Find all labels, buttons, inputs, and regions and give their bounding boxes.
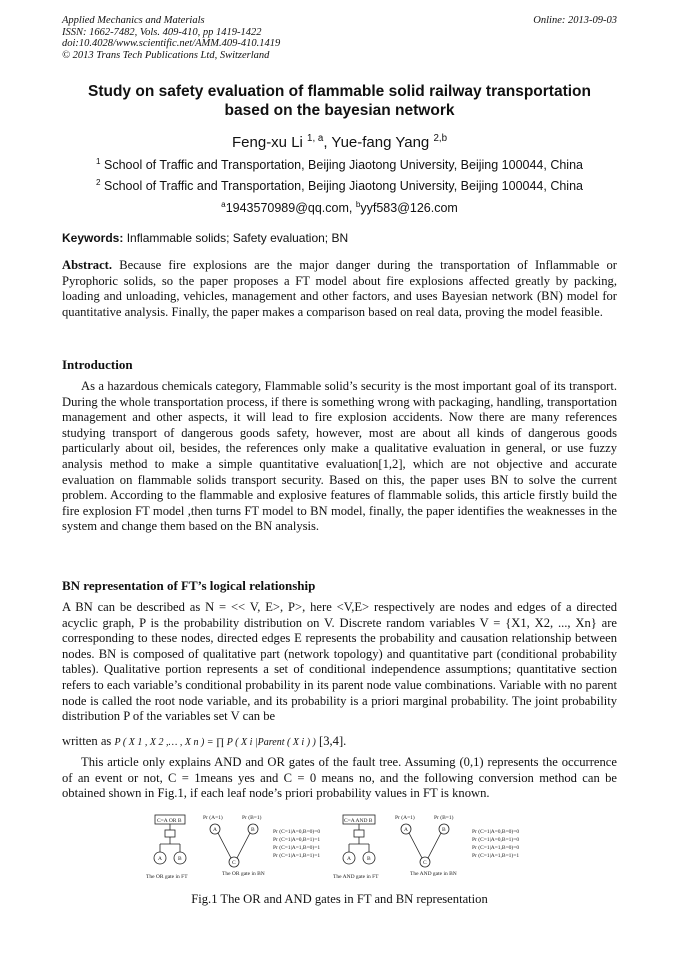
and-bn-edge <box>428 833 441 858</box>
or-pr-a-label: Pr (A=1) <box>203 815 223 821</box>
introduction-paragraph: As a hazardous chemicals category, Flammable solid’s security is the most important goal of its transport. During the whole transportation process, if there is something wrong with packaging, handling, transportation management and other aspects, it will lead to fire explosion accidents. Now there are many references studying transport of dangerous goods safety, however, most are about all kinds of dangerous goods particularly about oil, besides, the references only make a qualitative evaluation in general, or use fuzzy analysis method to make a simple quantitative evaluation[1,2], which are not objective and accurate evaluation on flammable solids transport security. Based on this, the paper uses BN to solve the current problem. According to the flammable and explosive features of flammable solids, this article firstly build the fire explosion FT model ,then turns FT model to BN model, finally, the paper identifies the weaknesses in the system and change them based on the BN analysis. <box>62 379 617 534</box>
or-gate-box-label: C=A OR B <box>157 818 182 824</box>
doi-line: doi:10.4028/www.scientific.net/AMM.409-410.1419 <box>62 38 281 49</box>
or-cpt-row: Pr (C=1|A=1,B=1)=1 <box>273 853 321 859</box>
affiliation-2-sup: 2 <box>96 178 101 187</box>
or-bn-caption: The OR gate in BN <box>222 871 265 877</box>
and-pr-b-label: Pr (B=1) <box>434 815 454 821</box>
and-bn-node-c-label: C <box>423 860 427 866</box>
or-cpt-row: Pr (C=1|A=0,B=0)=0 <box>273 829 321 835</box>
gates-paragraph: This article only explains AND and OR gates of the fault tree. Assuming (0,1) represents the occurrence of an event or not, C = 1means yes and C = 0 means no, and the following conversion method can be obtained shown in Fig.1, if each leaf node’s priori probability values in FT is known. <box>62 755 617 801</box>
or-ft-node-b-label: B <box>178 856 182 862</box>
or-cpt-row: Pr (C=1|A=1,B=0)=1 <box>273 845 321 851</box>
online-date: Online: 2013-09-03 <box>533 15 617 26</box>
journal-name: Applied Mechanics and Materials <box>62 15 205 26</box>
bn-paragraph: A BN can be described as N = << V, E>, P>, here <V,E> respectively are nodes and edges of a directed acyclic graph, P is the probability distribution on V. Discrete random variables V = {X1, X2, ..., Xn} are corresponding to these nodes, directed edges E represents the probability and causation relationship between nodes. BN is composed of qualitative part (network topology) and quantitative part (conditional probability tables). Qualitative portion represents a set of conditional independence assumptions; quantitative section refers to each variable’s conditional probability in its parent node value combinations. Variable with no parent node is called the root node variable, and its probability is a priori marginal probability. The joint probability distribution P of the variables set V can be <box>62 600 617 724</box>
formula-citation: [3,4]. <box>315 734 347 748</box>
and-cpt-row: Pr (C=1|A=1,B=0)=0 <box>472 845 520 851</box>
bn-section-heading: BN representation of FT’s logical relationship <box>62 578 316 593</box>
copyright-line: © 2013 Trans Tech Publications Ltd, Switzerland <box>62 49 270 61</box>
or-bn-edge <box>237 833 250 858</box>
keywords <box>62 231 617 245</box>
affiliation-1-text: School of Traffic and Transportation, Beijing Jiaotong University, Beijing 100044, China <box>104 158 583 173</box>
abstract-text: Because fire explosions are the major danger during the transportation of Inflammable or Pyrophoric solids, so the paper proposes a FT model about fire explosions affected greatly by packing, loading and unloading, vehicles, management and other factors, and uses Bayesian network (BN) model for quantitative analysis. Finally, the paper makes a comparison based on real data, proving the model feasible. <box>62 258 617 319</box>
or-bn-node-b-label: B <box>251 827 255 833</box>
author-separator: , <box>323 134 332 151</box>
figure-caption: Fig.1 The OR and AND gates in FT and BN representation <box>191 892 488 906</box>
author-list <box>62 133 617 151</box>
or-bn-edge <box>218 833 231 858</box>
title-line-2: based on the bayesian network <box>224 102 455 119</box>
introduction-heading: Introduction <box>62 357 133 372</box>
keywords-label: Keywords: <box>62 231 124 245</box>
or-ft-node-a-label: A <box>158 856 162 862</box>
author-2-sup: 2,b <box>433 133 447 144</box>
and-ft-node-b-label: B <box>367 856 371 862</box>
or-cpt-row: Pr (C=1|A=0,B=1)=1 <box>273 837 321 843</box>
or-gate-symbol <box>165 830 175 837</box>
affiliation-1-sup: 1 <box>96 157 101 166</box>
author-1-sup: 1, a <box>307 133 324 144</box>
or-bn-node-a-label: A <box>213 827 217 833</box>
or-and-gates-figure <box>140 808 620 888</box>
email-b-sup: b <box>355 200 361 209</box>
and-pr-a-label: Pr (A=1) <box>395 815 415 821</box>
and-cpt-row: Pr (C=1|A=1,B=1)=1 <box>472 853 520 859</box>
author-2-name: Yue-fang Yang <box>331 134 430 151</box>
and-bn-node-b-label: B <box>442 827 446 833</box>
and-bn-node-a-label: A <box>404 827 408 833</box>
author-1-name: Feng-xu Li <box>232 134 303 151</box>
or-pr-b-label: Pr (B=1) <box>242 815 262 821</box>
and-gate-symbol <box>354 830 364 837</box>
email-line <box>62 200 617 215</box>
affiliation-2 <box>62 178 617 193</box>
or-ft-caption: The OR gate in FT <box>146 874 188 880</box>
abstract <box>62 258 617 320</box>
keywords-text: Inflammable solids; Safety evaluation; BN <box>123 231 349 245</box>
email-a-sup: a <box>221 200 226 209</box>
and-cpt-row: Pr (C=1|A=0,B=1)=0 <box>472 837 520 843</box>
email-b: yyf583@126.com <box>360 201 458 216</box>
and-bn-edge <box>409 833 422 858</box>
and-ft-caption: The AND gate in FT <box>333 874 379 880</box>
title-line-1: Study on safety evaluation of flammable solid railway transportation <box>88 83 591 100</box>
email-a: 1943570989@qq.com, <box>225 201 356 216</box>
issn-line: ISSN: 1662-7482, Vols. 409-410, pp 1419-1422 <box>62 26 262 38</box>
formula-line <box>62 734 346 749</box>
affiliation-2-text: School of Traffic and Transportation, Beijing Jiaotong University, Beijing 100044, China <box>104 179 583 194</box>
and-ft-node-a-label: A <box>347 856 351 862</box>
affiliation-1 <box>62 157 617 172</box>
formula-prefix: written as <box>62 734 112 748</box>
journal-header <box>62 15 617 61</box>
and-bn-caption: The AND gate in BN <box>410 871 457 877</box>
or-bn-node-c-label: C <box>232 860 236 866</box>
joint-probability-formula: P ( X 1 , X 2 ,… , X n ) = ∏ P ( X i |Parent ( X i ) ) <box>114 737 316 748</box>
paper-title <box>62 82 617 120</box>
and-cpt-row: Pr (C=1|A=0,B=0)=0 <box>472 829 520 835</box>
abstract-label: Abstract. <box>62 258 113 272</box>
and-gate-box-label: C=A AND B <box>344 818 373 824</box>
